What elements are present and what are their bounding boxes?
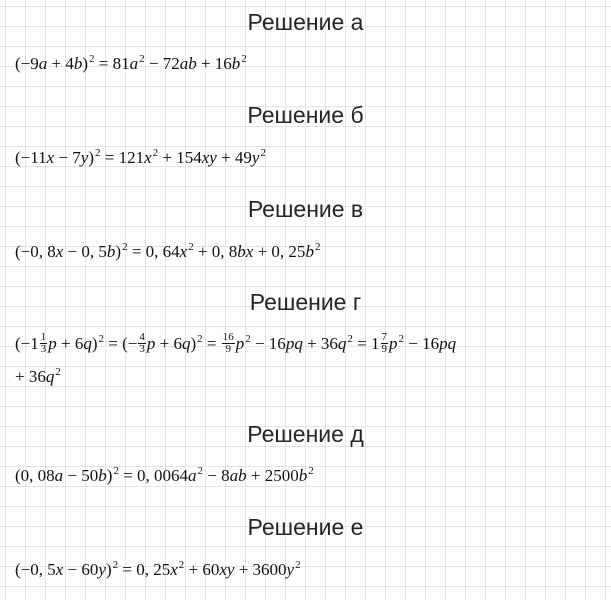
solution-equation-b (15, 147, 266, 171)
solution-equation-v (15, 241, 320, 265)
solution-equation-g (15, 330, 457, 357)
equation-segment: $(-11x - 7y)^2 = 121x^2 + 154xy + 49y^2$ (15, 147, 266, 167)
equation-segment: (0, 08a − 50b)$^2$ = 0, $0064a^2 - 8ab + 2500b^2$ (15, 465, 314, 485)
equation-segment: (−0, 5x − 60y)$^2$ = 0, $25x^2 + 60xy + 3600y^2$ (15, 559, 301, 579)
solution-heading-g: Решение г (249, 289, 362, 315)
solution-heading-v: Решение в (247, 196, 364, 222)
equation-segment: $(-9a + 4b)^2 = 81a^2 - 72ab + 16b^2$ (15, 53, 247, 73)
solution-heading-a: Решение а (247, 9, 364, 35)
solution-equation-a (15, 53, 247, 77)
equation-segment: (−0, 8x − 0, 5b)$^2$ = 0, $64x^2 + 0$, 8bx + 0, $25b^2$ (15, 241, 321, 261)
solution-equation-g-continued (15, 366, 61, 390)
solution-heading-b: Решение б (247, 102, 364, 128)
solution-heading-d: Решение д (247, 421, 364, 447)
solution-equation-d (15, 465, 314, 489)
equation-segment: + $36q^2$ (15, 366, 61, 386)
solution-heading-e: Решение е (247, 514, 364, 540)
solution-equation-e (15, 559, 301, 583)
equation-segment: (−1 $\frac{1}{3}$ p + 6q)$^2$ = (− $\frac{4}{3}$ p + 6q)$^2$ = $\frac{16}{9}$ $p^2 - 16pq + 36q^2 = 1$ $\frac{7}{9}$ $p^2 - 16pq$ (15, 330, 457, 355)
